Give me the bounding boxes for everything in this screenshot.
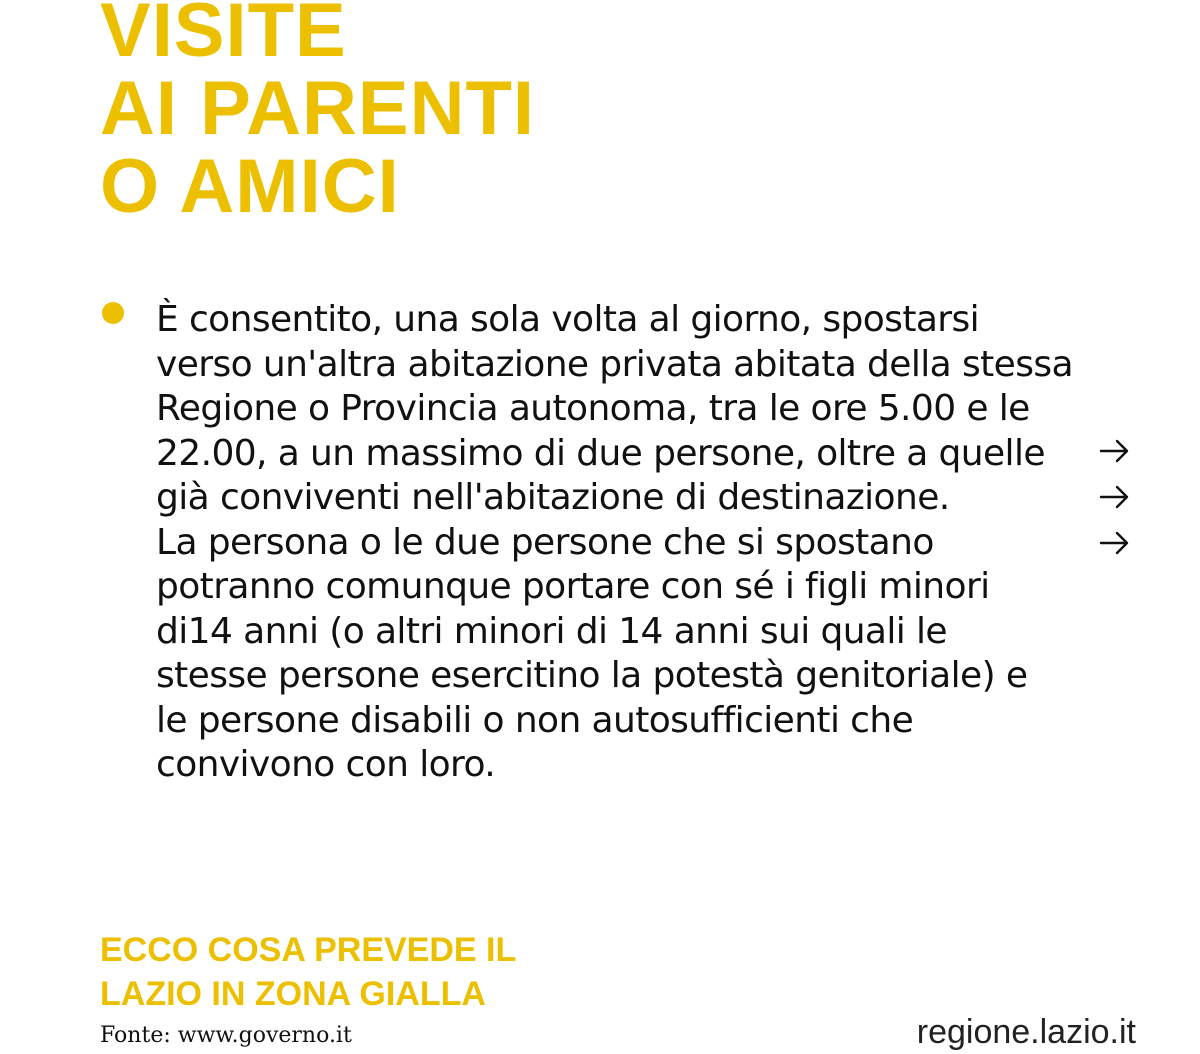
- arrow-column: [1098, 428, 1138, 566]
- page-title: [100, 0, 536, 229]
- footer-title-line-2: LAZIO IN ZONA GIALLA: [100, 975, 486, 1013]
- arrow-right-icon: [1098, 474, 1132, 520]
- bullet-line: di14 anni (o altri minori di 14 anni sui quali le: [156, 610, 947, 652]
- source-text: Fonte: www.governo.it: [100, 1023, 352, 1048]
- bullet-line: Regione o Provincia autonoma, tra le ore 5.00 e le: [156, 388, 1030, 429]
- arrow-right-icon: [1098, 428, 1132, 474]
- bullet-text: [156, 298, 1086, 788]
- bullet-line: potranno comunque portare con sé i figli minori: [156, 566, 990, 607]
- bullet-line: 22.00, a un massimo di due persone, oltre a quelle: [156, 432, 1045, 474]
- bullet-line: verso un'altra abitazione privata abitata della stessa: [156, 343, 1073, 385]
- bullet-line: stesse persone esercitino la potestà genitoriale) e: [156, 655, 1028, 696]
- bullet-line: La persona o le due persone che si spostano: [156, 521, 934, 563]
- footer-title-line-1: ECCO COSA PREVEDE IL: [100, 931, 517, 969]
- arrow-right-icon: [1098, 520, 1132, 566]
- bullet-line: convivono con loro.: [156, 744, 496, 785]
- title-line-1: VISITE: [100, 0, 347, 73]
- footer-title: [100, 928, 516, 1016]
- title-line-3: O AMICI: [100, 144, 400, 229]
- site-url: regione.lazio.it: [916, 1013, 1136, 1051]
- bullet-line: È consentito, una sola volta al giorno, spostarsi: [156, 299, 980, 340]
- bullet-line: le persone disabili o non autosufficienti che: [156, 699, 914, 741]
- title-line-2: AI PARENTI: [100, 66, 536, 151]
- bullet-dot-icon: [102, 302, 124, 324]
- bullet-line: già conviventi nell'abitazione di destinazione.: [156, 477, 950, 518]
